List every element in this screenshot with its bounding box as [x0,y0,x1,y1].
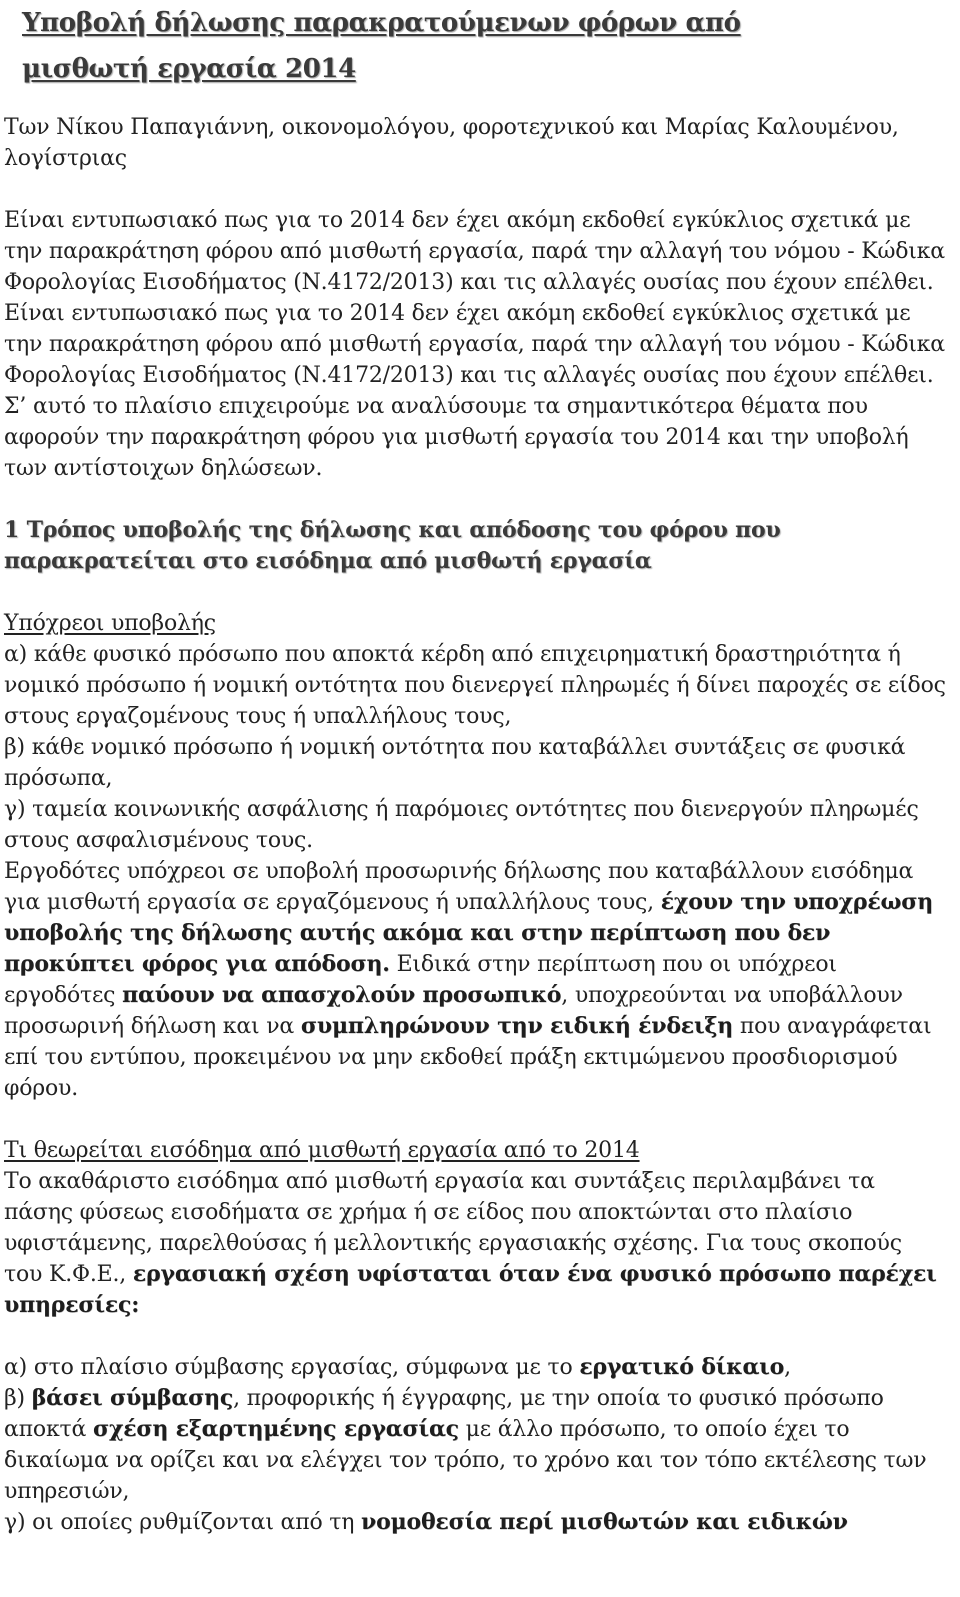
relation-b-text-2: , προφορικής ή έγγραφης, με την οποία το φυσικό πρόσωπο αποκτά [4,1386,884,1442]
employers-bold-1: έχουν την υποχρέωση υποβολής της δήλωσης αυτής ακόμα και στην περίπτωση που δεν προκύπτει φόρος για απόδοση. [4,889,934,977]
employers-text-1: Εργοδότες υπόχρεοι σε υποβολή προσωρινής δήλωσης που καταβάλλουν εισόδημα για μισθωτή εργασία σε εργαζόμενους ή υπαλλήλους τους, [4,859,914,915]
relation-a-text-2: , [784,1355,791,1380]
obligor-item-c: γ) ταμεία κοινωνικής ασφάλισης ή παρόμοιες οντότητες που διενεργούν πληρωμές στους ασφαλισμένους τους. [4,797,919,853]
income-definition-paragraph [4,1166,946,1321]
relation-b-text-1: β) [4,1386,32,1411]
relation-c-bold-1: νομοθεσία περί μισθωτών και ειδικών [361,1509,848,1535]
employers-bold-3: συμπληρώνουν την ειδική ένδειξη [300,1013,734,1039]
section-1-heading: 1 Τρόπος υποβολής της δήλωσης και απόδοσης του φόρου που παρακρατείται στο εισόδημα από μισθωτή εργασία [4,517,781,574]
relation-a-text-1: α) στο πλαίσιο σύμβασης εργασίας, σύμφωνα με το [4,1355,580,1380]
relation-b-bold-2: σχέση εξαρτημένης εργασίας [92,1416,459,1442]
intro-paragraph-1: Είναι εντυπωσιακό πως για το 2014 δεν έχει ακόμη εκδοθεί εγκύκλιος σχετικά με την παρακράτηση φόρου από μισθωτή εργασία, παρά την αλλαγή του νόμου - Κώδικα Φορολογίας Εισοδήματος (Ν.4172/2013) και τις αλλαγές ουσίας που έχουν επέλθει. [4,208,945,295]
income-text-1: Το ακαθάριστο εισόδημα από μισθωτή εργασία και συντάξεις περιλαμβάνει τα πάσης φύσεως εισοδήματα σε χρήμα ή σε είδος που αποκτώνται στο πλαίσιο υφιστάμενης, παρελθούσας ή μελλοντικής εργασιακής σχέσης. Για τους σκοπούς του Κ.Φ.Ε., [4,1169,902,1287]
obligor-item-b: β) κάθε νομικό πρόσωπο ή νομική οντότητα που καταβάλλει συντάξεις σε φυσικά πρόσωπα, [4,735,906,791]
relation-item-a [4,1352,946,1383]
relation-b-text-3: με άλλο πρόσωπο, το οποίο έχει το δικαίωμα να ορίζει και να ελέγχει τον τρόπο, το χρόνο και τον τόπο εκτέλεσης των υπηρεσιών, [4,1417,927,1504]
relation-item-b [4,1383,946,1507]
relation-item-c [4,1507,946,1538]
employers-text-2: Ειδικά στην περίπτωση που οι υπόχρεοι εργοδότες [4,952,837,1008]
obligor-item-a: α) κάθε φυσικό πρόσωπο που αποκτά κέρδη από επιχειρηματική δραστηριότητα ή νομικό πρόσωπο ή νομική οντότητα που διενεργεί πληρωμές ή δίνει παροχές σε είδος στους εργαζομένους τους ή υπαλλήλους τους, [4,642,946,729]
relation-b-bold-1: βάσει σύμβασης [31,1385,234,1411]
relation-a-bold-1: εργατικό δίκαιο [579,1354,785,1380]
income-bold-1: εργασιακή σχέση υφίσταται όταν ένα φυσικό πρόσωπο παρέχει υπηρεσίες: [4,1261,937,1318]
employers-bold-2: παύουν να απασχολούν προσωπικό [122,982,562,1008]
document-title [0,0,960,92]
section-2-subheading: Τι θεωρείται εισόδημα από μισθωτή εργασία από το 2014 [4,1138,640,1163]
authors-line: Των Νίκου Παπαγιάννη, οικονομολόγου, φοροτεχνικού και Μαρίας Καλουμένου, λογίστριας [4,115,899,171]
document-body [0,112,960,1538]
employers-text-4: που αναγράφεται επί του εντύπου, προκειμένου να μην εκδοθεί πράξη εκτιμώμενου προσδιορισμού φόρου. [4,1014,932,1101]
title-line-2: μισθωτή εργασία 2014 [22,54,356,84]
title-line-1: Υποβολή δήλωσης παρακρατούμενων φόρων από [22,8,741,38]
employers-paragraph [4,856,946,1104]
relation-c-text-1: γ) οι οποίες ρυθμίζονται από τη [4,1510,362,1535]
intro-paragraph-2: Είναι εντυπωσιακό πως για το 2014 δεν έχει ακόμη εκδοθεί εγκύκλιος σχετικά με την παρακράτηση φόρου από μισθωτή εργασία, παρά την αλλαγή του νόμου - Κώδικα Φορολογίας Εισοδήματος (Ν.4172/2013) και τις αλλαγές ουσίας που έχουν επέλθει. Σ’ αυτό το πλαίσιο επιχειρούμε να αναλύσουμε τα σημαντικότερα θέματα που αφορούν την παρακράτηση φόρου για μισθωτή εργασία του 2014 και την υποβολή των αντίστοιχων δηλώσεων. [4,301,945,481]
employers-text-3: , υποχρεούνται να υποβάλλουν προσωρινή δήλωση και να [4,983,903,1039]
section-1-subheading: Υπόχρεοι υποβολής [4,611,216,636]
